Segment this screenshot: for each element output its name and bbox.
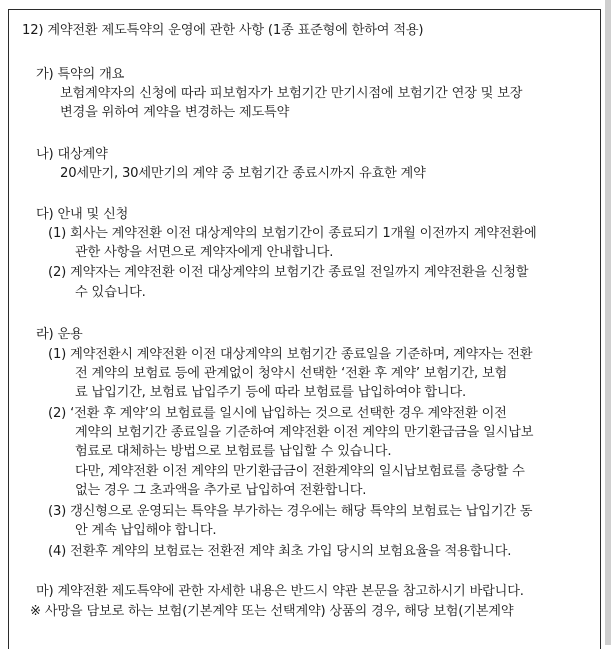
ga-line: 변경을 위하여 계약을 변경하는 제도특약 [60,105,290,120]
heading-ra: 라) 운용 [36,327,83,342]
ra-line: 전 계약의 보험료 등에 관계없이 청약시 선택한 ‘전환 후 계약’ 보험기간, 보험 [75,366,508,381]
section-title: 12) 계약전환 제도특약의 운영에 관한 사항 (1종 표준형에 한하여 적용) [22,23,424,38]
note-line: ※ 사망을 담보로 하는 보험(기본계약 또는 선택계약) 상품의 경우, 해당 보험(기본계약 [30,604,514,619]
ga-line: 보험계약자의 신청에 따라 피보험자가 보험기간 만기시점에 보험기간 연장 및 보장 [60,86,523,101]
da-line: 관한 사항을 서면으로 계약자에게 안내합니다. [75,245,334,260]
heading-da: 다) 안내 및 신청 [36,207,129,222]
ra-line: 없는 경우 그 초과액을 추가로 납입하여 전환합니다. [75,483,367,498]
ra-line: (2) ‘전환 후 계약’의 보험료를 일시에 납입하는 것으로 선택한 경우 계약전환 이전 [48,406,507,421]
ra-line: 안 계속 납입해야 합니다. [75,523,217,538]
da-line: (1) 회사는 계약전환 이전 대상계약의 보험기간이 종료되기 1개월 이전까지 계약전환에 [48,226,537,241]
heading-na: 나) 대상계약 [36,147,108,162]
heading-ma: 마) 계약전환 제도특약에 관한 자세한 내용은 반드시 약관 본문을 참고하시기 바랍니다. [36,584,524,599]
da-line: (2) 계약자는 계약전환 이전 대상계약의 보험기간 종료일 전일까지 계약전환을 신청할 [48,265,529,280]
ra-line: (3) 갱신형으로 운영되는 특약을 부가하는 경우에는 해당 특약의 보험료는 납입기간 동 [48,504,533,519]
da-line: 수 있습니다. [75,285,146,300]
ra-line: (1) 계약전환시 계약전환 이전 대상계약의 보험기간 종료일을 기준하며, 계약자는 전환 [48,347,533,362]
na-line: 20세만기, 30세만기의 계약 중 보험기간 종료시까지 유효한 계약 [60,166,426,181]
ra-line: 료 납입기간, 보험료 납입주기 등에 따라 보험료를 납입하여야 합니다. [75,385,467,400]
scroll-edge [605,0,611,645]
ra-line: (4) 전환후 계약의 보험료는 전환전 계약 최초 가입 당시의 보험요율을 적용합니다. [48,544,512,559]
ra-line: 험료로 대체하는 방법으로 보험료를 납입할 수 있습니다. [75,444,392,459]
ra-line: 계약의 보험기간 종료일을 기준하여 계약전환 이전 계약의 만기환급금을 일시납보 [75,425,534,440]
heading-ga: 가) 특약의 개요 [36,67,125,82]
ra-line: 다만, 계약전환 이전 계약의 만기환급금이 전환계약의 일시납보험료를 충당할 수 [75,464,525,479]
